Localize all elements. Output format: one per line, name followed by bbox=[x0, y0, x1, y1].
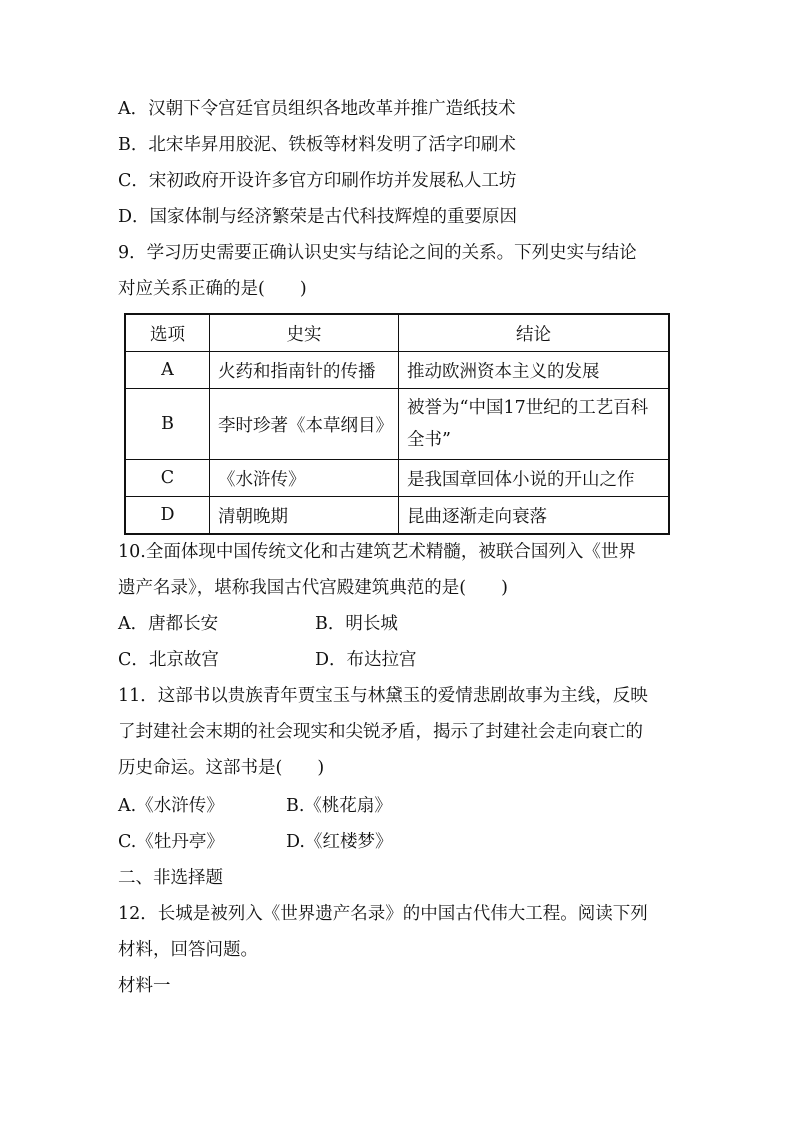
table-cell-conclusion: 昆曲逐渐走向衰落 bbox=[399, 497, 670, 535]
table-cell-fact: 火药和指南针的传播 bbox=[210, 352, 399, 389]
q10-option-d: D．布达拉宫 bbox=[315, 650, 417, 670]
q12-material-label: 材料一 bbox=[118, 976, 171, 996]
table-cell-fact: 李时珍著《本草纲目》 bbox=[210, 389, 399, 460]
q11-stem-line3: 历史命运。这部书是( ) bbox=[118, 758, 325, 778]
q10-stem-line2: 遗产名录》，堪称我国古代宫殿建筑典范的是( ) bbox=[118, 578, 508, 598]
q8-option-a: A．汉朝下令宫廷官员组织各地改革并推广造纸技术 bbox=[118, 99, 516, 119]
table-cell-conclusion: 是我国章回体小说的开山之作 bbox=[399, 460, 670, 497]
table-header-conclusion: 结论 bbox=[399, 314, 670, 352]
q11-stem-line2: 了封建社会末期的社会现实和尖锐矛盾，揭示了封建社会走向衰亡的 bbox=[118, 722, 643, 742]
table-cell-fact: 《水浒传》 bbox=[210, 460, 399, 497]
table-cell-option: C bbox=[125, 460, 210, 497]
q12-stem-line2: 材料，回答问题。 bbox=[118, 940, 258, 960]
table-cell-conclusion: 推动欧洲资本主义的发展 bbox=[399, 352, 670, 389]
table-row bbox=[125, 497, 669, 535]
table-header-fact: 史实 bbox=[210, 314, 399, 352]
table-cell-option: D bbox=[125, 497, 210, 535]
q11-option-b: B.《桃花扇》 bbox=[286, 796, 392, 816]
q11-option-a: A.《水浒传》 bbox=[118, 796, 224, 816]
table-row bbox=[125, 460, 669, 497]
table-cell-fact: 清朝晚期 bbox=[210, 497, 399, 535]
q9-stem-line2: 对应关系正确的是( ) bbox=[118, 279, 307, 299]
q10-option-c: C．北京故宫 bbox=[118, 650, 219, 670]
table-row bbox=[125, 389, 669, 460]
table-row bbox=[125, 352, 669, 389]
q8-option-b: B．北宋毕昇用胶泥、铁板等材料发明了活字印刷术 bbox=[118, 135, 516, 155]
q12-stem-line1: 12．长城是被列入《世界遗产名录》的中国古代伟大工程。阅读下列 bbox=[118, 904, 648, 924]
q11-option-d: D.《红楼梦》 bbox=[286, 832, 393, 852]
table-cell-option: A bbox=[125, 352, 210, 389]
table-cell-conclusion: 被誉为“中国17世纪的工艺百科全书” bbox=[399, 389, 670, 460]
q9-stem-line1: 9．学习历史需要正确认识史实与结论之间的关系。下列史实与结论 bbox=[118, 243, 637, 263]
section-heading: 二、非选择题 bbox=[118, 868, 223, 888]
q8-option-c: C．宋初政府开设许多官方印刷作坊并发展私人工坊 bbox=[118, 171, 517, 191]
q10-stem-line1: 10.全面体现中国传统文化和古建筑艺术精髓，被联合国列入《世界 bbox=[118, 542, 636, 562]
q10-option-b: B．明长城 bbox=[315, 614, 398, 634]
q8-option-d: D．国家体制与经济繁荣是古代科技辉煌的重要原因 bbox=[118, 207, 518, 227]
table-header-option: 选项 bbox=[125, 314, 210, 352]
table-header-row bbox=[125, 314, 669, 352]
q11-stem-line1: 11．这部书以贵族青年贾宝玉与林黛玉的爱情悲剧故事为主线，反映 bbox=[118, 686, 648, 706]
q9-facts-table bbox=[124, 313, 670, 535]
q10-option-a: A．唐都长安 bbox=[118, 614, 219, 634]
table-cell-option: B bbox=[125, 389, 210, 460]
q11-option-c: C.《牡丹亭》 bbox=[118, 832, 224, 852]
